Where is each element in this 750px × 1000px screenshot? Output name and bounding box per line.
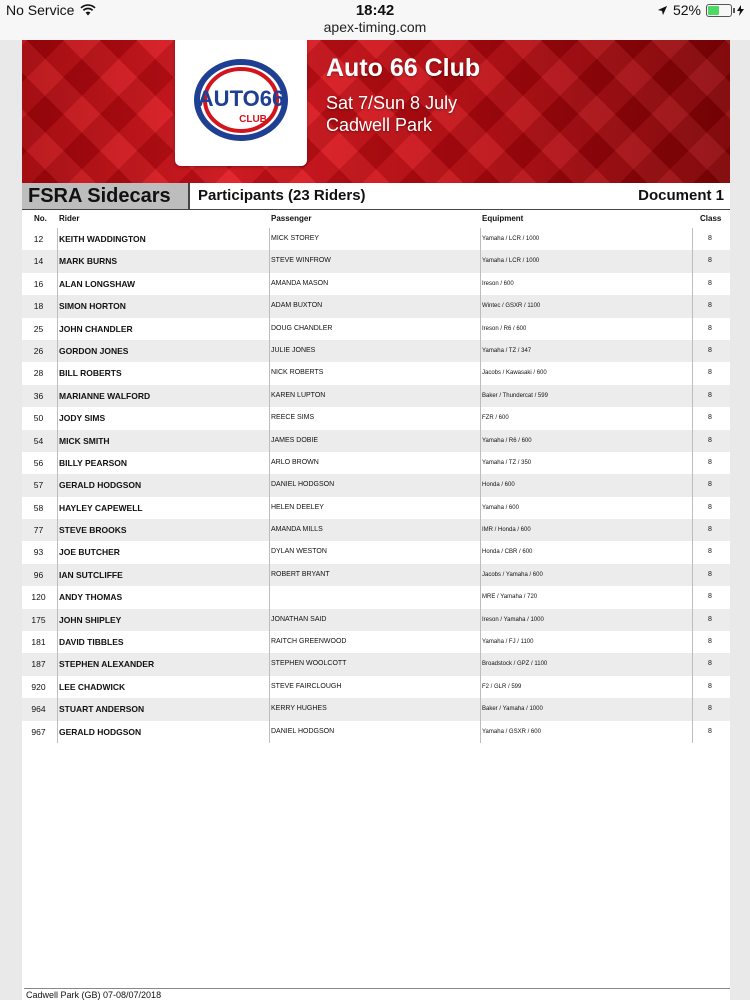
passenger-name: ADAM BUXTON xyxy=(271,302,323,310)
table-row xyxy=(22,653,730,675)
rider-name: LEE CHADWICK xyxy=(59,681,126,692)
class: 8 xyxy=(708,235,712,242)
clock: 18:42 xyxy=(355,2,395,19)
table-row xyxy=(22,519,730,541)
rider-number: 967 xyxy=(31,726,46,737)
table-row xyxy=(22,430,730,452)
equipment: Yamaha / LCR / 1000 xyxy=(482,236,540,242)
table-row xyxy=(22,340,730,362)
rider-number: 14 xyxy=(33,256,44,267)
passenger-name: MICK STOREY xyxy=(271,235,320,242)
passenger-name: STEPHEN WOOLCOTT xyxy=(271,660,347,668)
rider-number: 50 xyxy=(33,413,44,424)
status-bar xyxy=(0,0,750,40)
rider-number: 57 xyxy=(33,480,44,491)
table-row xyxy=(22,609,730,631)
rider-number: 26 xyxy=(33,345,44,356)
rider-name: STUART ANDERSON xyxy=(59,704,145,715)
equipment: Baker / Yamaha / 1000 xyxy=(482,706,543,713)
location-arrow-icon xyxy=(657,5,668,16)
rider-name: IAN SUTCLIFFE xyxy=(59,569,123,580)
table-row xyxy=(22,541,730,563)
passenger-name: STEVE FAIRCLOUGH xyxy=(271,682,342,690)
rider-name: MICK SMITH xyxy=(59,435,110,446)
table-row xyxy=(22,318,730,340)
passenger-name: STEVE WINFROW xyxy=(271,257,331,265)
col-no: No. xyxy=(34,214,47,223)
rider-number: 181 xyxy=(31,637,46,648)
col-class: Class xyxy=(700,214,722,223)
class: 8 xyxy=(708,570,712,578)
equipment: FZR / 600 xyxy=(482,415,509,422)
equipment: Ireson / 600 xyxy=(482,280,514,287)
equipment: MRE / Yamaha / 720 xyxy=(482,594,538,601)
passenger-name: KAREN LUPTON xyxy=(271,391,326,399)
equipment: Ireson / Yamaha / 1000 xyxy=(482,616,544,623)
rider-number: 964 xyxy=(31,704,46,715)
table-row xyxy=(22,407,730,429)
address-bar[interactable]: apex-timing.com xyxy=(323,19,427,35)
table-header xyxy=(22,214,730,228)
charging-bolt-icon xyxy=(737,5,744,16)
rider-name: GORDON JONES xyxy=(59,345,129,356)
rider-name: BILLY PEARSON xyxy=(59,457,128,468)
document-title-bar xyxy=(22,183,730,210)
col-equipment: Equipment xyxy=(482,214,524,223)
rider-name: JOE BUTCHER xyxy=(59,547,120,558)
rider-number: 187 xyxy=(31,659,46,670)
class: 8 xyxy=(708,414,712,422)
passenger-name: AMANDA MASON xyxy=(271,279,329,287)
rider-name: MARIANNE WALFORD xyxy=(59,390,151,401)
passenger-name: DANIEL HODGSON xyxy=(271,481,335,489)
event-banner xyxy=(22,40,730,183)
passenger-name: AMANDA MILLS xyxy=(271,526,323,534)
class: 8 xyxy=(708,682,712,690)
passenger-name: ROBERT BRYANT xyxy=(271,570,330,578)
rider-number: 77 xyxy=(33,525,44,536)
rider-number: 920 xyxy=(31,681,46,692)
col-passenger: Passenger xyxy=(271,214,312,223)
class: 8 xyxy=(708,638,712,646)
rider-number: 16 xyxy=(33,278,44,289)
document-number: Document 1 xyxy=(638,187,724,204)
rider-number: 56 xyxy=(33,457,44,468)
passenger-name: DYLAN WESTON xyxy=(271,548,327,556)
equipment: Yamaha / 600 xyxy=(482,504,519,511)
equipment: Ireson / R6 / 600 xyxy=(482,325,527,332)
class: 8 xyxy=(708,593,712,601)
footer-location-date: Cadwell Park (GB) 07-08/07/2018 xyxy=(26,990,162,1000)
passenger-name: NICK ROBERTS xyxy=(271,369,324,377)
rider-number: 175 xyxy=(31,614,46,625)
class: 8 xyxy=(708,660,712,668)
table-row xyxy=(22,250,730,272)
class: 8 xyxy=(708,705,712,713)
series-name: FSRA Sidecars xyxy=(22,183,190,209)
class: 8 xyxy=(708,324,712,332)
equipment: Yamaha / TZ / 350 xyxy=(482,459,532,466)
passenger-name: JULIE JONES xyxy=(271,346,316,354)
equipment: Honda / 600 xyxy=(482,482,515,489)
passenger-name: ARLO BROWN xyxy=(271,458,319,466)
table-row xyxy=(22,586,730,608)
battery-percent: 52% xyxy=(672,2,701,18)
equipment: Baker / Thundercat / 599 xyxy=(482,392,548,399)
table-row xyxy=(22,698,730,720)
document-page xyxy=(22,40,730,1000)
equipment: Honda / CBR / 600 xyxy=(482,549,533,556)
battery-status xyxy=(657,2,744,18)
rider-name: KEITH WADDINGTON xyxy=(59,234,146,244)
class: 8 xyxy=(708,346,712,354)
table-row xyxy=(22,385,730,407)
rider-name: ANDY THOMAS xyxy=(59,592,123,603)
rider-number: 28 xyxy=(33,368,44,379)
passenger-name: DANIEL HODGSON xyxy=(271,727,335,735)
table-row xyxy=(22,362,730,384)
rider-number: 36 xyxy=(33,390,44,401)
passenger-name: JONATHAN SAID xyxy=(271,615,327,623)
rider-number: 12 xyxy=(33,234,44,244)
rider-name: JOHN SHIPLEY xyxy=(59,614,122,625)
equipment: Yamaha / GSXR / 600 xyxy=(482,728,541,735)
event-title: Auto 66 Club xyxy=(326,54,481,82)
rider-name: MARK BURNS xyxy=(59,256,118,267)
table-row xyxy=(22,564,730,586)
rider-number: 96 xyxy=(33,569,44,580)
participants-table xyxy=(22,228,730,743)
battery-icon xyxy=(706,4,732,17)
rider-name: JODY SIMS xyxy=(59,413,106,424)
class: 8 xyxy=(708,436,712,444)
logo-sub-text: CLUB xyxy=(239,114,267,125)
table-row xyxy=(22,452,730,474)
equipment: Yamaha / LCR / 1000 xyxy=(482,258,540,265)
equipment: Jacobs / Kawasaki / 600 xyxy=(482,370,547,377)
equipment: Broadstock / GPZ / 1100 xyxy=(482,661,548,668)
class: 8 xyxy=(708,257,712,265)
rider-name: STEVE BROOKS xyxy=(59,525,127,536)
rider-number: 25 xyxy=(33,323,44,334)
club-logo xyxy=(175,40,307,166)
table-row xyxy=(22,228,730,250)
passenger-name: REECE SIMS xyxy=(271,414,315,422)
equipment: Jacobs / Yamaha / 600 xyxy=(482,571,543,578)
class: 8 xyxy=(708,503,712,511)
table-row xyxy=(22,474,730,496)
battery-fill xyxy=(708,6,719,15)
table-row xyxy=(22,497,730,519)
equipment: Wintec / GSXR / 1100 xyxy=(482,303,541,310)
table-row xyxy=(22,273,730,295)
col-rider: Rider xyxy=(59,214,80,223)
passenger-name: RAITCH GREENWOOD xyxy=(271,638,347,646)
rider-name: DAVID TIBBLES xyxy=(59,637,124,648)
rider-name: ALAN LONGSHAW xyxy=(59,278,136,289)
class: 8 xyxy=(708,615,712,623)
rider-number: 58 xyxy=(33,502,44,513)
event-date: Sat 7/Sun 8 July xyxy=(326,93,458,113)
equipment: IMR / Honda / 600 xyxy=(482,527,531,534)
table-row xyxy=(22,631,730,653)
class: 8 xyxy=(708,369,712,377)
passenger-name: DOUG CHANDLER xyxy=(271,324,333,332)
class: 8 xyxy=(708,526,712,534)
rider-number: 54 xyxy=(33,435,44,446)
rider-name: HAYLEY CAPEWELL xyxy=(59,502,143,513)
logo-text: AUTO66 xyxy=(197,86,285,111)
class: 8 xyxy=(708,391,712,399)
class: 8 xyxy=(708,481,712,489)
class: 8 xyxy=(708,458,712,466)
passenger-name: KERRY HUGHES xyxy=(271,705,327,713)
rider-name: GERALD HODGSON xyxy=(59,480,142,491)
auto66-logo-icon xyxy=(185,48,297,158)
rider-name: STEPHEN ALEXANDER xyxy=(59,659,155,670)
equipment: Yamaha / R6 / 600 xyxy=(482,437,532,444)
equipment: Yamaha / TZ / 347 xyxy=(482,347,532,354)
table-row xyxy=(22,295,730,317)
rider-name: GERALD HODGSON xyxy=(59,726,142,737)
participants-count: Participants (23 Riders) xyxy=(198,187,366,204)
class: 8 xyxy=(708,279,712,287)
table-row xyxy=(22,721,730,743)
table-row xyxy=(22,676,730,698)
footer-divider xyxy=(24,988,730,989)
rider-number: 93 xyxy=(33,547,44,558)
class: 8 xyxy=(708,302,712,310)
class: 8 xyxy=(708,548,712,556)
class: 8 xyxy=(708,727,712,735)
equipment: Yamaha / FJ / 1100 xyxy=(482,639,534,646)
rider-name: SIMON HORTON xyxy=(59,301,126,312)
rider-number: 18 xyxy=(33,301,44,312)
rider-name: BILL ROBERTS xyxy=(59,368,122,379)
rider-number: 120 xyxy=(31,592,46,603)
equipment: F2 / GLR / 599 xyxy=(482,683,522,690)
passenger-name: HELEN DEELEY xyxy=(271,503,324,511)
event-venue: Cadwell Park xyxy=(326,115,433,135)
passenger-name: JAMES DOBIE xyxy=(271,436,319,444)
rider-name: JOHN CHANDLER xyxy=(59,323,133,334)
carrier-label: No Service xyxy=(6,2,75,18)
